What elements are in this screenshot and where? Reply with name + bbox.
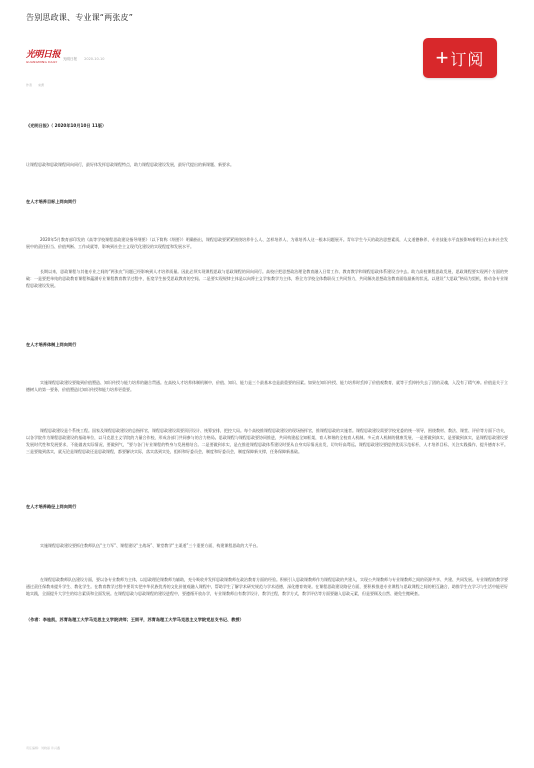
logo-subtext: GUANGMING DAILY <box>26 60 58 64</box>
meta-date: 2020-10-10 <box>84 57 105 61</box>
paragraph: 在课程思政教师队伍建设方面，要以各专业教师为主体，以思政理论课教师为辅助，充分吸收并发挥思政课教师在政治教育方面的经验。积极引入思政课教师作为课程思政的共建人，实现公共课教师与专业课教师之间的资源共享、共建、共同发展。专业课程的教学要通过责任保教来提升学生、教化学生。在教育教学过程中要切实把中华民族优秀的文化价值观融入课程中，帮助学生了解学术研究规范与学术道德，深化德育效果。在课程思政建设路径方面，要积极推进专业课程与思政课程之间的相互融合，助推学生在学习与生活中能更好地实践，全面提升大学生的综合素质和全面发展。在课程思政与思政课程的建设进程中，要遵循开放办学，专业课教师自有教学设计，教学过程，教学方式，教学评估等方面要融入思政元素，但是要顾及自然、避免生搬硬套。 <box>26 577 508 596</box>
intro-paragraph: 让课程思政和思政课程同向同行，最好体发挥思政课程特点，助力课程思政建设发展，最好代提出的新课题、新要求。 <box>26 162 234 167</box>
author-line: （作者：李桂凯，苏青岛理工大学马克思主义学院讲师；王雨平，苏青岛理工大学马克思主义学院党总支书记、教授） <box>26 617 244 622</box>
section-heading: 在人才培养路径上同向同行 <box>26 504 77 509</box>
paragraph: 实施课程思政建设要做到价值塑造、知识传授与能力培养的融合贯通。在高校人才培养体制机制中，价值、知识、能力是三个最基本也是最重要的因素。如果在知识传授、能力培养时丢掉了价值观教育，就等于丢掉持失去了团的灵魂，入没有了精气神。价值是关于立德树人的第一要务，价值塑造比知识传授和能力培养更重要。 <box>26 380 508 392</box>
plus-icon: + <box>435 45 449 70</box>
footer-editor: 责任编辑：刘晓丽 许兴鑫 <box>26 746 60 750</box>
paragraph: 课程思政建设是个系统工程。国家及课程思政建设的总指挥官，课程思政建设需要顶层设计、统筹安排，把控大局。每个高校推课程思政建设的现场指挥官，推课程思政的实施者。课程思政建设需要学校党委的统一领导，围绕教材、教法、课堂、评价等方面下功夫，以各学院作为课程思政建设的基础单位，以马克思主义学院的力量合作校，形成各部门共同参与的合力格局。思政课程与课程思政要协同推进，共同构建起全知框架，育人和谐的全校育人机制。多元育人机制的健康发展，一是要做到真实，是要做到真实，是课程思政建设要发展时代性和发展要求，不能做表实际情况，要做到气，“要与各门专业课程的特身与发展相结合。二是要做到求实，是在推进课程思政体系建设时要从自身实际情况出发，切勿好高骛远。课程思政建设要提供优质示范标杆，人才培养目标，关注实践操作，提升德育水平。三是要做到落实，就无论是课程思政还是思政课程，都要解决实际，落实落到实处，组织和好委员会，制度和好委员会，制度保障新支撑，任务保障新基础。 <box>26 428 508 454</box>
page-title: 告别思政课、专业课“两张皮” <box>26 13 134 22</box>
source-line: 《光明日报》（ 2020年10月10日 11版） <box>26 123 107 128</box>
article-meta <box>63 57 104 62</box>
paragraph: 实施课程思政建设要抓住教师队伍“主力军”、课程建设“主战场”、课堂教学“主渠道”三个重要方面，构建课程思政的大平台。 <box>40 543 261 548</box>
subscribe-label: 订阅 <box>450 49 485 69</box>
guangming-daily-logo[interactable] <box>26 50 60 68</box>
paragraph: 2020年5月教育部印发的《高等学校课程思政建设指导纲要》（以下简称《纲要》）明确指出，课程思政要紧紧围绕培养什么人、怎样培养人、为谁培养人这一根本问题展开。青年学生今天的政治思想素质，人文道德修养，专业技能水平直接影响着明日在未来社会发展中的责任担当、价值判断、工作成就等，影响到社会主义现代化建设的实现程度和发展水平。 <box>26 237 508 249</box>
paragraph: 长期以来，思政课程与其他专业之间的“两张皮”问题已经影响到人才培养质量。因此必须实现课程思政与思政课程的同向同行。高校应把思想政治理论教育融入日常工作、教育教学和课程思政体系建设当中去。助力高校课程思政发展，思政课程要实现两个方面的突破：一是要把单纯的思政教育课程和蕴涵专业课程教育教学过程中，拓宽学生接受思政教育的空间。二是要实现规律主体是以向将主义学家教学为主体，将全为学校全体教职员工共同努力，共同解决思想政治教育面临最新的状况。以建设“大思政”格局为契机，推动各专业课程思政建设发展。 <box>26 269 508 288</box>
breadcrumb-item[interactable]: 来源 <box>37 83 44 87</box>
section-heading: 在人才培养体制上同向同行 <box>26 342 77 347</box>
breadcrumb <box>26 83 49 87</box>
subscribe-button[interactable] <box>423 38 497 78</box>
section-heading: 在人才培养目标上同向同行 <box>26 199 77 204</box>
breadcrumb-item[interactable]: 作者 <box>26 83 33 87</box>
logo-text: 光明日报 <box>26 50 61 60</box>
meta-section[interactable]: 光明日报 <box>63 57 77 61</box>
